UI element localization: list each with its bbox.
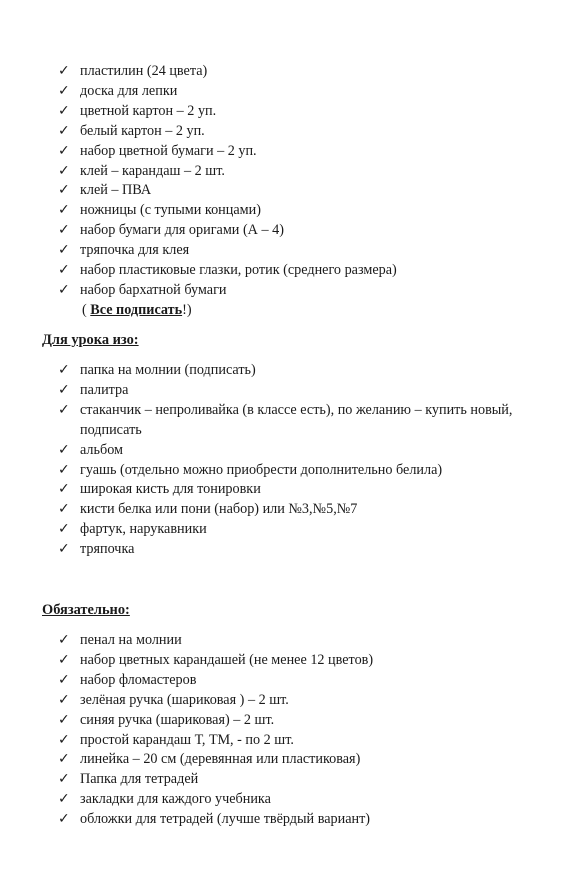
list-item: ✓ гуашь (отдельно можно приобрести дополнительно белила) [58, 461, 512, 481]
list-item: ✓ пластилин (24 цвета) [58, 62, 397, 82]
checkmark-icon: ✓ [58, 501, 70, 518]
list-item: ✓ синяя ручка (шариковая) – 2 шт. [58, 711, 373, 731]
list-item-continuation: подписать [80, 421, 142, 438]
checkmark-icon: ✓ [58, 771, 70, 788]
list-item: ✓ палитра [58, 381, 512, 401]
checkmark-icon: ✓ [58, 521, 70, 538]
list-item: ✓ широкая кисть для тонировки [58, 480, 512, 500]
list-item: ✓ клей – карандаш – 2 шт. [58, 162, 397, 182]
checkmark-icon: ✓ [58, 122, 70, 139]
art-lesson-heading: Для урока изо: [42, 332, 139, 348]
checkmark-icon: ✓ [58, 731, 70, 748]
list-item: ✓ набор бумаги для оригами (А – 4) [58, 221, 397, 241]
list-item: ✓ пенал на молнии [58, 631, 373, 651]
sign-all-emphasis: Все подписать [90, 301, 183, 318]
list-item: ✓ доска для лепки [58, 82, 397, 102]
list-item: ✓ простой карандаш Т, ТМ, - по 2 шт. [58, 731, 373, 751]
list-item: ✓ закладки для каждого учебника [58, 790, 373, 810]
checkmark-icon: ✓ [58, 811, 70, 828]
checkmark-icon: ✓ [58, 182, 70, 199]
list-item: ✓ кисти белка или пони (набор) или №3,№5,№7 [58, 500, 512, 520]
supplies-list [58, 62, 397, 321]
checkmark-icon: ✓ [58, 671, 70, 688]
checkmark-icon: ✓ [58, 711, 70, 728]
checkmark-icon: ✓ [58, 481, 70, 498]
art-supplies-list [58, 361, 512, 560]
checkmark-icon: ✓ [58, 791, 70, 808]
checkmark-icon: ✓ [58, 441, 70, 458]
checkmark-icon: ✓ [58, 63, 70, 79]
mandatory-list [58, 631, 373, 830]
list-item: ✓ тряпочка [58, 540, 512, 560]
list-item: ✓ набор цветной бумаги – 2 уп. [58, 142, 397, 162]
list-item: ✓ Папка для тетрадей [58, 770, 373, 790]
list-item: ✓ набор фломастеров [58, 671, 373, 691]
checkmark-icon: ✓ [58, 162, 70, 179]
checkmark-icon: ✓ [58, 82, 70, 99]
checkmark-icon: ✓ [58, 751, 70, 768]
checkmark-icon: ✓ [58, 142, 70, 159]
checkmark-icon: ✓ [58, 102, 70, 119]
mandatory-heading: Обязательно: [42, 602, 130, 618]
checkmark-icon: ✓ [58, 262, 70, 279]
checkmark-icon: ✓ [58, 541, 70, 558]
checkmark-icon: ✓ [58, 202, 70, 219]
checkmark-icon: ✓ [58, 242, 70, 259]
list-item: ✓ линейка – 20 см (деревянная или пластиковая) [58, 750, 373, 770]
checkmark-icon: ✓ [58, 651, 70, 668]
checkmark-icon: ✓ [58, 381, 70, 398]
sign-all-note: ( Все подписать!) [82, 301, 192, 318]
checkmark-icon: ✓ [58, 401, 70, 418]
list-item: ✓ набор пластиковые глазки, ротик (среднего размера) [58, 261, 397, 281]
list-item: ✓ фартук, нарукавники [58, 520, 512, 540]
checkmark-icon: ✓ [58, 632, 70, 648]
checkmark-icon: ✓ [58, 461, 70, 478]
list-item: ✓ обложки для тетрадей (лучше твёрдый вариант) [58, 810, 373, 830]
checkmark-icon: ✓ [58, 362, 70, 378]
list-item: ✓ набор цветных карандашей (не менее 12 цветов) [58, 651, 373, 671]
list-item: ✓ зелёная ручка (шариковая ) – 2 шт. [58, 691, 373, 711]
list-item: ✓ ножницы (с тупыми концами) [58, 201, 397, 221]
list-item: ✓ набор бархатной бумаги [58, 281, 397, 301]
list-item: ✓ стаканчик – непроливайка (в классе есть), по желанию – купить новый, [58, 401, 512, 421]
checkmark-icon: ✓ [58, 222, 70, 239]
list-item: ✓ папка на молнии (подписать) [58, 361, 512, 381]
list-item: ✓ цветной картон – 2 уп. [58, 102, 397, 122]
list-item: ✓ альбом [58, 441, 512, 461]
checkmark-icon: ✓ [58, 281, 70, 298]
list-item: ✓ тряпочка для клея [58, 241, 397, 261]
list-item: ✓ белый картон – 2 уп. [58, 122, 397, 142]
list-item: ✓ клей – ПВА [58, 181, 397, 201]
checkmark-icon: ✓ [58, 691, 70, 708]
